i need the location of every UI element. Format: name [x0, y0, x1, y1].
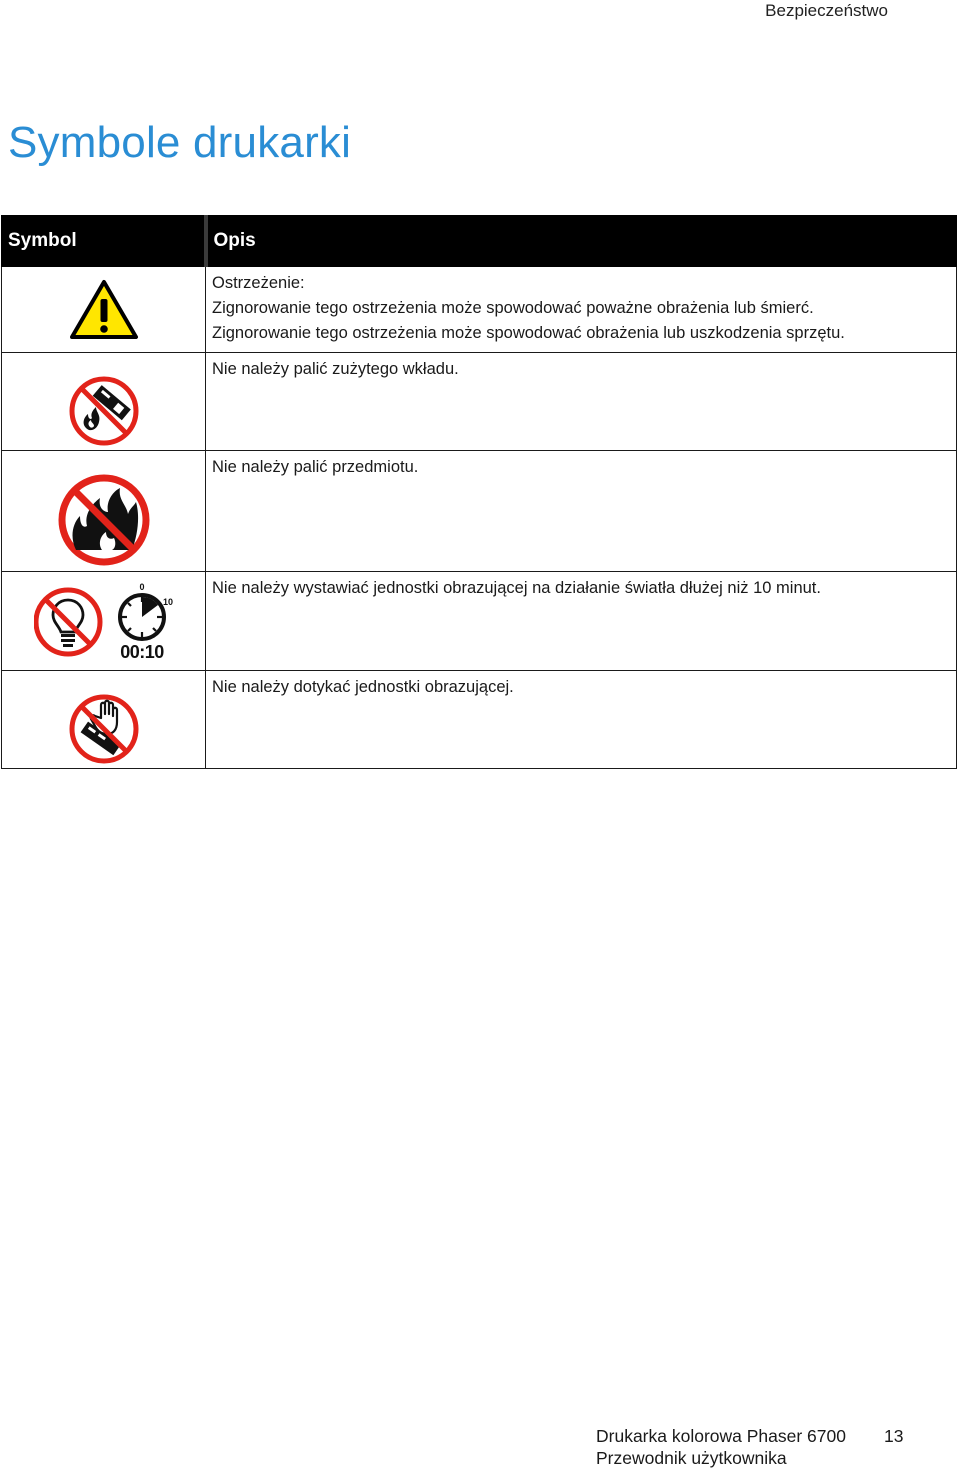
description-cell [206, 671, 957, 769]
description-cell [206, 572, 957, 671]
footer-guide: Przewodnik użytkownika [596, 1448, 787, 1468]
table-row [2, 267, 957, 353]
page-title: Symbole drukarki [8, 118, 352, 167]
table-row [2, 353, 957, 451]
timer-end-label: 10 [162, 597, 173, 607]
description-cell [206, 267, 957, 353]
symbols-table [1, 215, 957, 769]
page-number: 13 [884, 1426, 904, 1446]
footer-product: Drukarka kolorowa Phaser 6700 [596, 1426, 846, 1446]
timer-label: 00:10 [119, 642, 164, 660]
table-row [2, 572, 957, 671]
symbol-cell [2, 353, 206, 451]
description-cell [206, 353, 957, 451]
header-section-label: Bezpieczeństwo [765, 1, 888, 20]
description-line: Zignorowanie tego ostrzeżenia może spowodować poważne obrażenia lub śmierć. [212, 299, 814, 317]
column-header-description: Opis [206, 216, 957, 267]
page-footer [596, 1425, 904, 1469]
description-line: Zignorowanie tego ostrzeżenia może spowodować obrażenia lub uszkodzenia sprzętu. [212, 324, 845, 342]
table-row [2, 451, 957, 572]
description-line: Nie należy wystawiać jednostki obrazującej na działanie światła dłużej niż 10 minut. [212, 579, 821, 597]
warning-triangle-icon [69, 279, 139, 341]
symbol-cell [2, 451, 206, 572]
column-header-symbol: Symbol [2, 216, 206, 267]
description-line: Nie należy palić przedmiotu. [212, 458, 419, 476]
no-light-exposure-icon [34, 582, 174, 660]
timer-start-label: 0 [138, 582, 145, 592]
description-line: Nie należy palić zużytego wkładu. [212, 360, 459, 378]
description-line: Ostrzeżenie: [212, 274, 305, 292]
no-burn-cartridge-icon [67, 374, 141, 448]
symbol-cell [2, 572, 206, 671]
table-header-row [2, 216, 957, 267]
description-line: Nie należy dotykać jednostki obrazującej. [212, 678, 514, 696]
description-cell [206, 451, 957, 572]
table-row [2, 671, 957, 769]
symbol-cell [2, 267, 206, 353]
symbol-cell [2, 671, 206, 769]
no-burn-item-icon [56, 472, 152, 568]
no-touch-imaging-unit-icon [67, 692, 141, 766]
